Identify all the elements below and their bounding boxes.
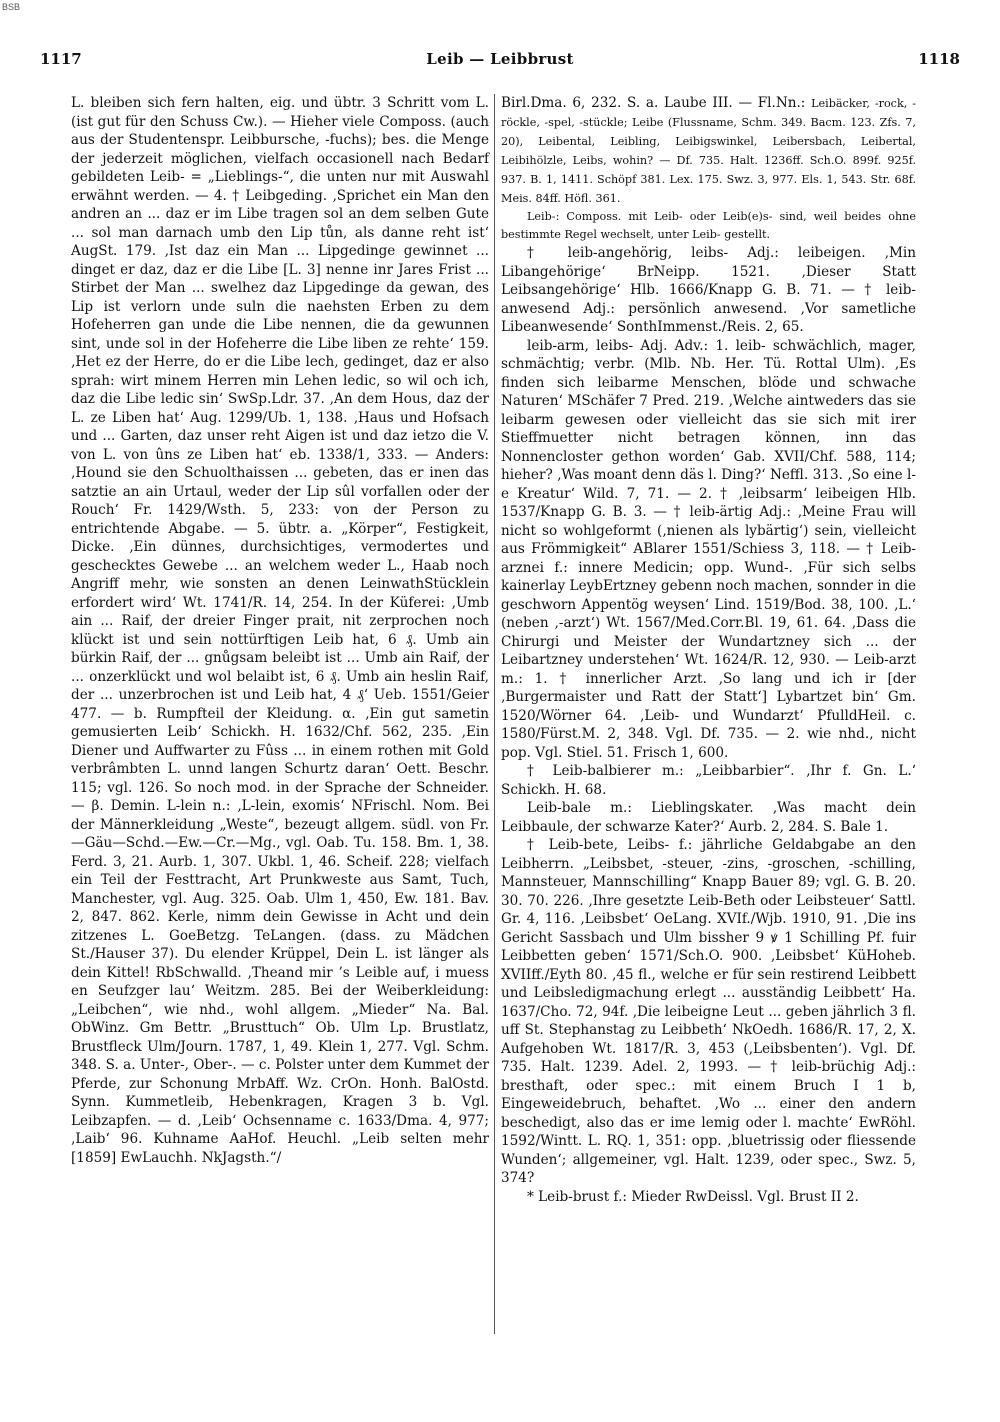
left-column bbox=[71, 94, 489, 1167]
page-number-right: 1118 bbox=[918, 50, 960, 68]
entry-leib-angehoerig: † leib-angehörig, leibs- Adj.: leibeigen. ‚Min Libangehörige‘ BrNeipp. 1521. ‚Dieser Statt Leibsangehörige‘ Hlb. 1666/Knapp G. B. 71. — † leib-anwesend Adj.: persönlich anwesend. ‚Vor sametliche Libeanwesende‘ SonthImmenst./Reis. 2, 65. bbox=[501, 245, 916, 335]
entry-leib-balbierer: † Leib-balbierer m.: „Leibbarbier“. ‚Ihr f. Gn. L.‘ Schickh. H. 68. bbox=[501, 763, 916, 798]
column-divider bbox=[494, 94, 495, 1334]
entry-leib-brust: * Leib-brust f.: Mieder RwDeissl. Vgl. Brust II 2. bbox=[527, 1188, 859, 1205]
entry-leib-bete: † Leib-bete, Leibs- f.: jährliche Geldabgabe an den Leibherrn. „Leibsbet, -steuer, -zins, -groschen, -schilling, Mannsteuer, Mannschilling“ Knapp Bauer 89; vgl. G. B. 20. 30. 70. 226. ‚Ihre gesetzte Leib-Beth oder Leibsteuer‘ Sattl. Gr. 4, 116. ‚Leibsbet‘ OeLang. XVIf./Wjb. 1910, 91. ‚Die ins Gericht Sassbach und Ulm bissher 9 ꝟ 1 Schilling Pf. fuir Leibbetten geben‘ 1571/Sch.O. 900. ‚Leibsbet‘ KüHoheb. XVIIff./Eyth 80. ‚45 fl., welche er für sein restirend Leibbett und Leibsledigmachung erlegt ... ausständig Leibbett‘ Ha. 1637/Cho. 72, 94f. ‚Die leibeigne Leut ... geben jährlich 3 fl. uff St. Stephanstag zu Leibbeth‘ NkOedh. 1686/R. 17, 2, X. Aufgehoben Wt. 1817/R. 3, 453 (‚Leibsbenten‘). Vgl. Df. 735. Halt. 1239. Adel. 2, 1993. — † leib-brüchig Adj.: bresthaft, oder spec.: mit einem Bruch I 1 b, Eingeweidebruch, behaftet. ‚Wo ... einer den andern beschedigt, also das er ime lemig oder l. machte‘ EwRöhl. 1592/Wintt. L. RQ. 1, 351: opp. ‚bluetrissig oder fliessende Wunden‘; allgemeiner, vgl. Halt. 1239, oder spec., Swz. 5, 374? bbox=[501, 837, 916, 1186]
right-intro-small: Leibäcker, -rock, -röckle, -spel, -stückle; Leibe (Flussname, Schm. 349. Bacm. 123. Zfs. 7, 20), Leibental, Leibling, Leibigswinkel, Leibersbach, Leibertal, Leibihölzle, Leibs, wohin? — Df. 735. Halt. 1236ff. Sch.O. 899f. 925f. 937. B. 1, 1411. Schöpf 381. Lex. 175. Swz. 3, 977. Els. 1, 543. Str. 68f. Meis. 84ff. Höfl. 361. bbox=[501, 97, 916, 205]
library-mark: BSB bbox=[2, 2, 21, 12]
page-header bbox=[40, 50, 960, 76]
entry-leib-arm: leib-arm, leibs- Adj. Adv.: 1. leib- schwächlich, mager, schmächtig; verbr. (Mlb. Nb. Her. Tü. Rottal Ulm). ‚Es finden sich leibarme Menschen, blöde und schwache Naturen‘ MSchäfer 7 Pred. 219. ‚Welche aintweders das sie leibarm gewesen oder vielleicht das sie sich mit irer Stieffmuetter nicht betragen können, inn das Nonnencloster gethon worden‘ Gab. XVII/Chf. 588, 114; hieher? ‚Was moant denn däs l. Ding?‘ Neffl. 313. ‚So eine l-e Kreatur‘ Wild. 7, 71. — 2. † ‚leibsarm‘ leibeigen Hlb. 1537/Knapp G. B. 3. — † leib-ärtig Adj.: ‚Meine Frau will nicht so wohlgeformt (‚nienen als lybärtig‘) sein, vielleicht aus Frömmigkeit“ ABlarer 1551/Schiess 3, 118. — † Leib-arznei f.: innere Medicin; opp. Wund-. ‚Für sich selbs kainerlay LeybErtzney gebenn noch machen, sonnder in die geschworn Appentög weysen‘ Lind. 1519/Bod. 38, 100. ‚L.‘ (neben ‚-arzt‘) Wt. 1567/Med.Corr.Bl. 19, 61. 64. ‚Dass die Chirurgi und Meister der Wundartzney sich ... der Leibartzney understehen‘ Wt. 1624/R. 12, 930. — Leib-arzt m.: 1. † innerlicher Arzt. ‚So lang und ich ir [der ‚Burgermaister und Ratt der Statt‘] Lybartzet bin‘ Gm. 1520/Wörner 64. ‚Leib- und Wundarzt‘ PfulldHeil. c. 1580/Fürst.M. 2, 348. Vgl. Df. 735. — 2. wie nhd., nicht pop. Vgl. Stiel. 51. Frisch 1, 600. bbox=[501, 337, 916, 761]
right-column bbox=[501, 94, 916, 1206]
right-intro-text: Birl.Dma. 6, 232. S. a. Laube III. — Fl.Nn.: bbox=[501, 95, 806, 111]
entry-leib-bale: Leib-bale m.: Lieblingskater. ‚Was macht dein Leibbaule, der schwarze Kater?‘ Aurb. 2, 284. S. Bale 1. bbox=[501, 800, 916, 835]
left-column-text: L. bleiben sich fern halten, eig. und übtr. 3 Schritt vom L. (ist gut für den Schuss Cw.). — Hieher viele Composs. (auch aus der Studentenspr. Leibbursche, -fuchs); bes. die Menge der jederzeit möglichen, vielfach occasionell nach Bedarf gebildeten Leib- = „Lieblings-“, die unten nur mit Auswahl erwähnt werden. — 4. † Leibgeding. ‚Sprichet ein Man den andren an ... daz er im Libe tragen sol an dem selben Gute ... sol man darnach umb den Lip tůn, als danne reht ist‘ AugSt. 179. ‚Ist daz ein Man ... Lipgedinge gewinnet ... dinget er daz, daz er die Libe [L. 3] nenne inr Jares Frist ... Stirbet der Man ... swelhez daz Lipgedinge da gewan, des Lip ist verlorn unde suln die naehsten Erben zu dem Hofeherren gan unde die Libe nennen, die da gewunnen sint, unde sol in der Hofeherre die Libe liben ze rehte‘ 159. ‚Het ez der Herre, do er die Libe lech, gedinget, daz er also sprah: wirt minem Herren min Lehen ledic, so wil och ich, daz die Libe ledic sin‘ SwSp.Ldr. 37. ‚An dem Hous, daz der L. ze Liben hat‘ Aug. 1299/Ub. 1, 138. ‚Haus und Hofsach und ... Garten, daz unser reht Aigen ist und daz ietzo die V. von L. von ûns ze Liben hat‘ eb. 1338/1, 333. — Anders: ‚Hound sie den Schuolthaissen ... gebeten, das er inen das satztie an ain Urtaul, weder der Lip sûl vorfallen oder der Rouch‘ Fr. 1429/Wsth. 5, 233: von der Person zu entrichtende Abgabe. — 5. übtr. a. „Körper“, Festigkeit, Dicke. ‚Ein dünnes, durchsichtiges, vermodertes und geschecktes Gewebe ... an welchem weder L., Haab noch Angriff mehr, wie sonsten an denen LeinwathStücklein erfordert wird‘ Wt. 1741/R. 14, 254. In der Küferei: ‚Umb ain ... Raif, der dreier Finger prait, nit zerprochen noch klückt ist und sein nottürftigen Leib hat, 6 ₰. Umb ain bürkin Raif, der ... gnůgsam beleibt ist ... Umb ain Raif, der ... onzerklückt und wol belaibt ist, 6 ₰. Umb ain heslin Raif, der ... unzerbrochen ist und Leib hat, 4 ₰‘ Ueb. 1551/Geier 477. — b. Rumpfteil der Kleidung. α. ‚Ein gut sametin gemusierten Leib‘ Schickh. H. 1632/Chf. 562, 235. ‚Ein Diener und Auffwarter zu Fûss ... in einem rothen mit Gold verbrâmbten L. unnd langen Schurtz daran‘ Oett. Beschr. 115; vgl. 126. So noch mod. in der Sprache der Schneider. — β. Demin. L-lein n.: ‚L-lein, exomis‘ NFrischl. Nom. Bei der Männerkleidung „Weste“, bezeugt allgem. südl. von Fr.—Gäu—Schd.—Ew.—Cr.—Mg., vgl. Oab. Tu. 158. Bm. 1, 38. Ferd. 3, 21. Aurb. 1, 307. Ukbl. 1, 46. Scheif. 228; vielfach ein Teil der Festtracht, Art Prunkweste aus Samt, Tuch, Manchester, vgl. Aug. 325. Oab. Ulm 1, 450, Ew. 181. Bav. 2, 847. 862. Kerle, nimm dein Gewisse in Acht und dein zitzenes L. GoeBetzg. TeLangen. (dass. zu Mädchen St./Hauser 37). Du elender Krüppel, Dein L. ist länger als dein Kittel! RbSchwalld. ‚Theand mir ’s Leible auf, i muess en Seufzger lau‘ Weitzm. 285. Bei der Weiberkleidung: „Leibchen“, wie nhd., wohl allgem. „Mieder“ Na. Bal. ObWinz. Gm Bettr. „Brusttuch“ Ob. Ulm Lp. Brustlatz, Brustfleck Ulm/Journ. 1787, 1, 49. Klein 1, 277. Vgl. Schm. 348. S. a. Unter-, Ober-. — c. Polster unter dem Kummet der Pferde, zur Schonung MrbAff. Wz. CrOn. Honh. BalOstd. Synn. Kummetleib, Hebenkragen, Kragen 3 b. Vgl. Leibzapfen. — d. ‚Leib‘ Ochsenname c. 1633/Dma. 4, 977; ‚Laib‘ 96. Kuhname AaHof. Heuchl. „Leib selten mehr [1859] EwLauchh. NkJagsth.“/ bbox=[71, 95, 489, 1166]
compound-note: Leib-: Composs. mit Leib- oder Leib(e)s- sind, weil beides ohne bestimmte Regel wechselt, unter Leib- gestellt. bbox=[501, 210, 916, 241]
page-title: Leib — Leibbrust bbox=[426, 50, 574, 68]
page-number-left: 1117 bbox=[40, 50, 82, 68]
right-intro bbox=[501, 94, 916, 208]
